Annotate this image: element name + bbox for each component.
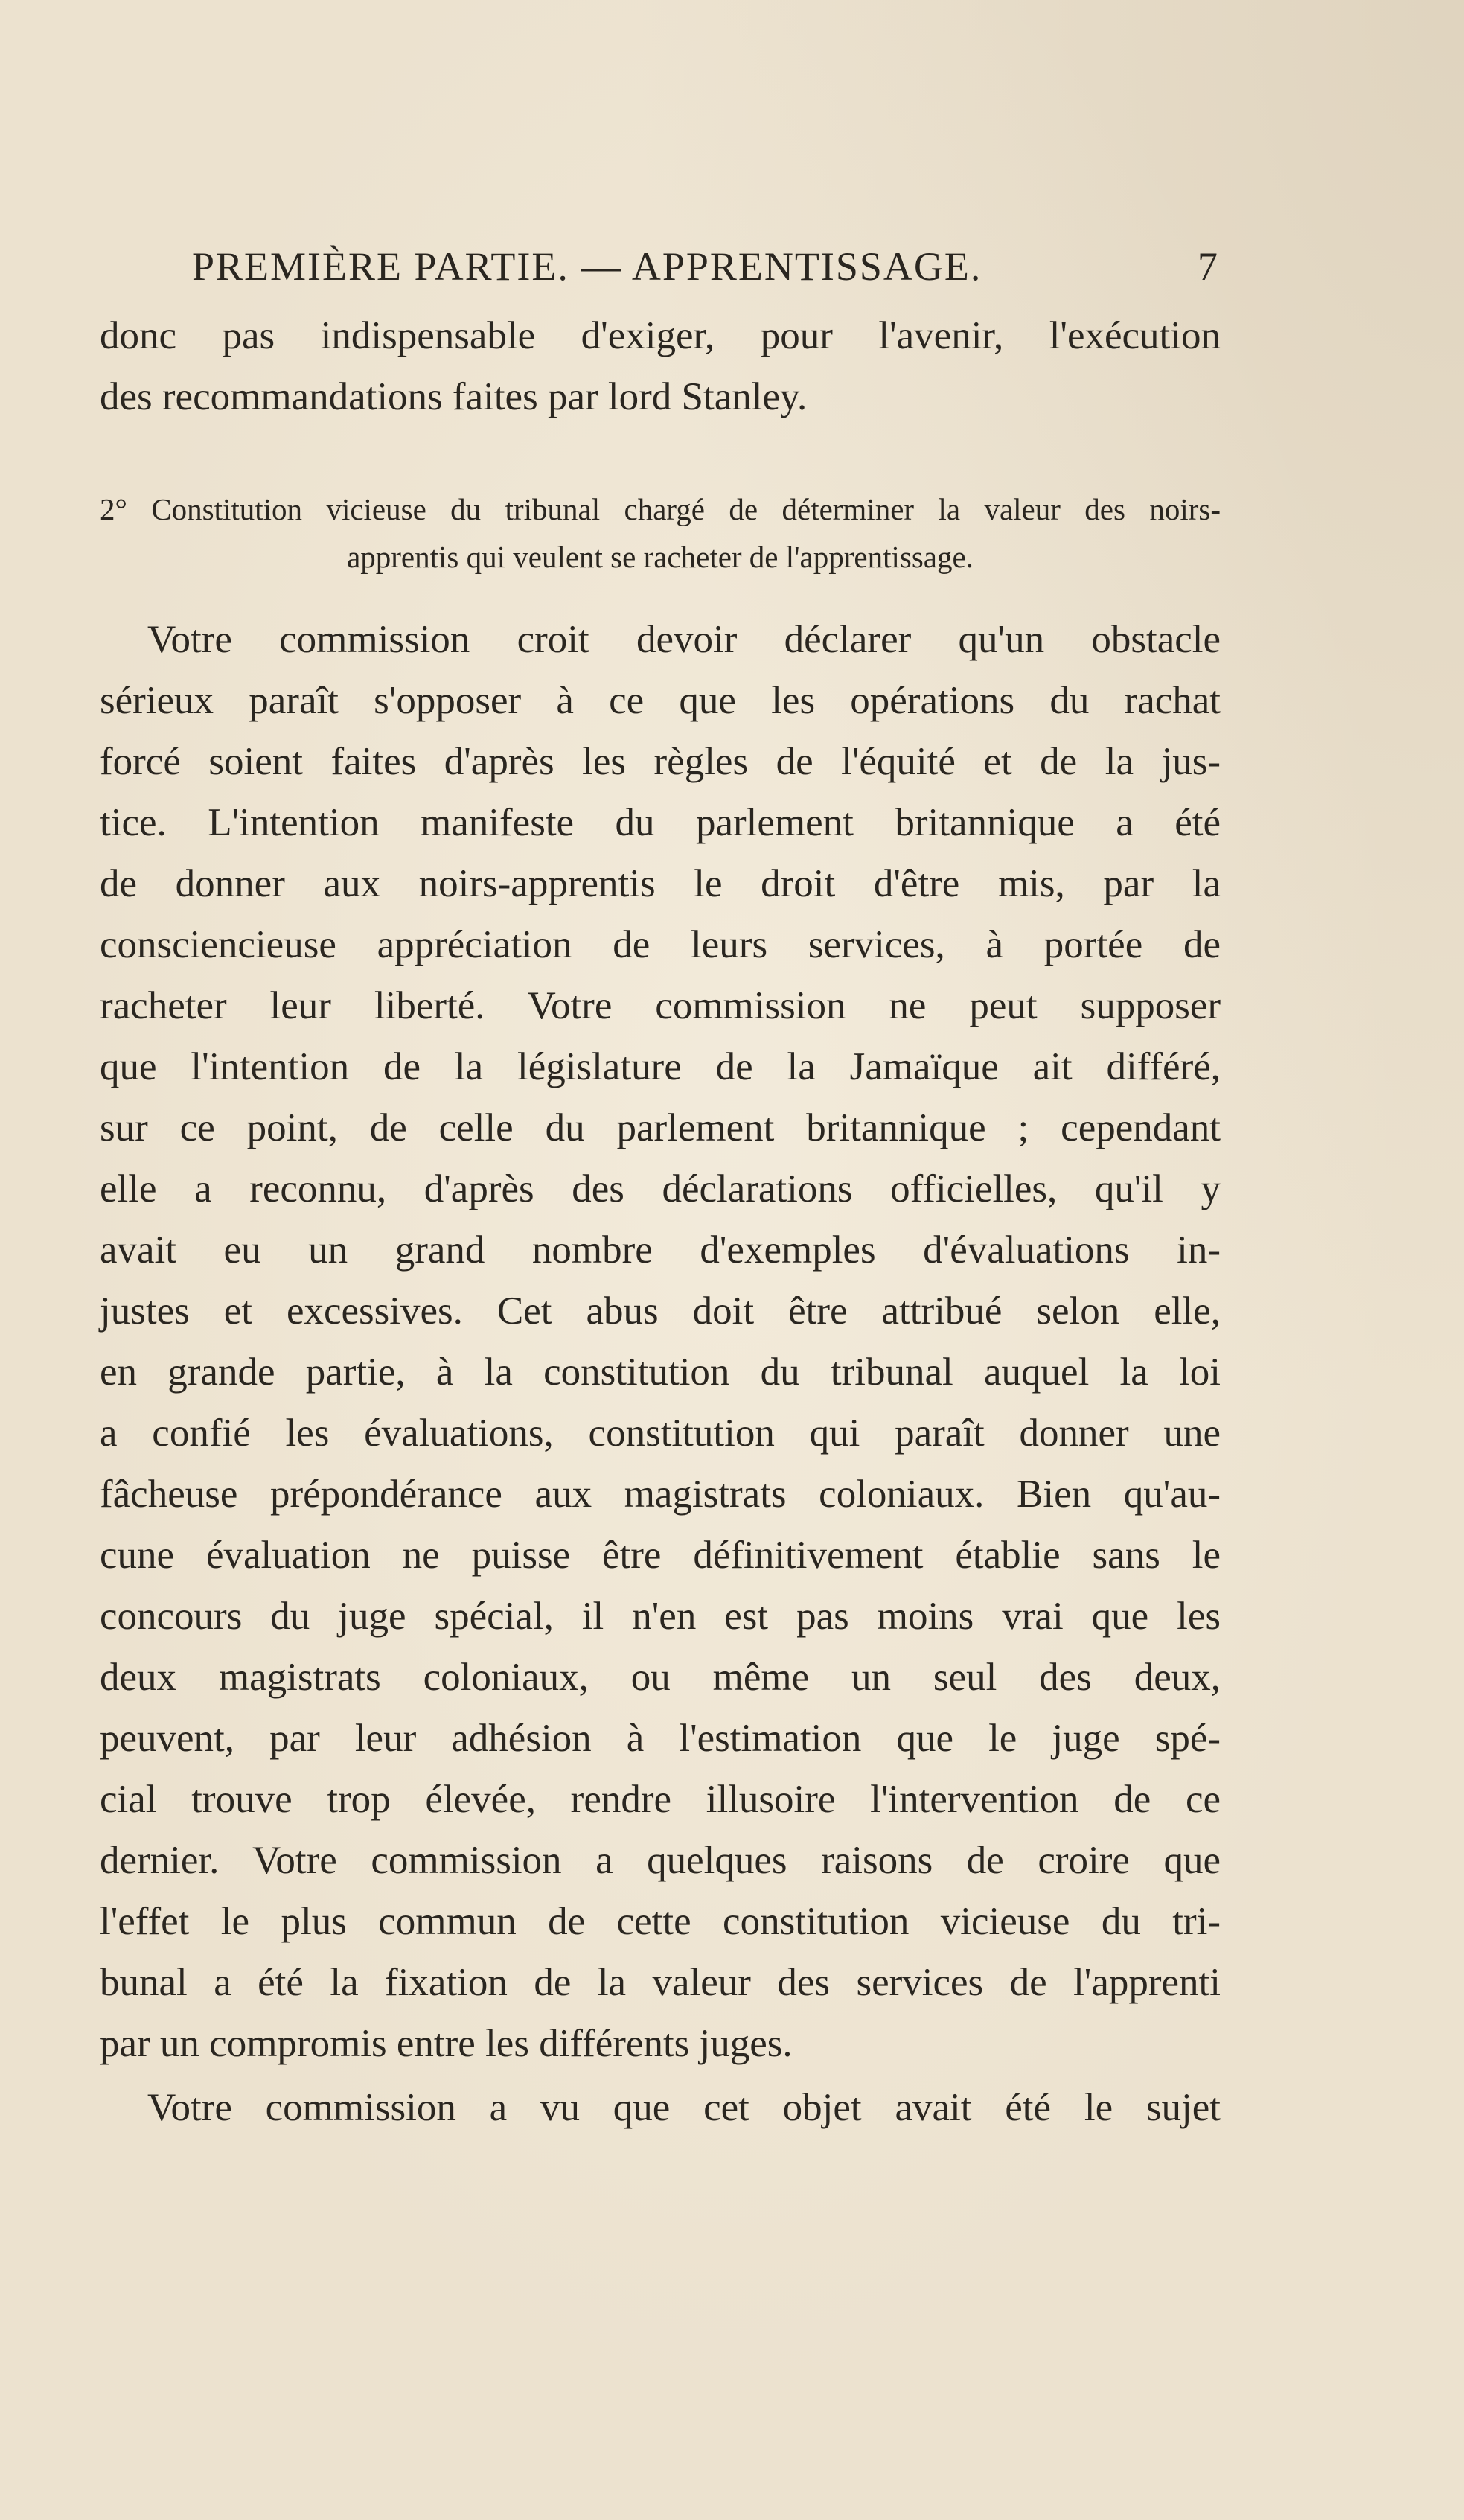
text-line: fâcheuse prépondérance aux magistrats coloniaux. Bien qu'au-	[100, 1473, 1221, 1516]
text-line: cune évaluation ne puisse être définitivement établie sans le	[100, 1534, 1221, 1577]
paragraph-1	[100, 609, 1221, 2074]
text-line: que l'intention de la législature de la Jamaïque ait différé,	[100, 1045, 1221, 1088]
section-heading	[100, 485, 1221, 581]
text-line: justes et excessives. Cet abus doit être attribué selon elle,	[100, 1289, 1221, 1333]
page-number: 7	[1198, 244, 1219, 289]
text-line: dernier. Votre commission a quelques raisons de croire que	[100, 1839, 1221, 1882]
text-line: donc pas indispensable d'exiger, pour l'avenir, l'exécution	[100, 314, 1221, 357]
text-line: racheter leur liberté. Votre commission ne peut supposer	[100, 984, 1221, 1027]
section-heading-line: apprentis qui veulent se racheter de l'apprentissage.	[347, 540, 974, 574]
text-line: l'effet le plus commun de cette constitution vicieuse du tri-	[100, 1900, 1221, 1943]
running-title: PREMIÈRE PARTIE. — APPRENTISSAGE.	[192, 244, 982, 289]
text-line: cial trouve trop élevée, rendre illusoire l'intervention de ce	[100, 1778, 1221, 1821]
text-line: bunal a été la fixation de la valeur des services de l'apprenti	[100, 1961, 1221, 2004]
text-line: concours du juge spécial, il n'en est pas moins vrai que les	[100, 1595, 1221, 1638]
text-line: peuvent, par leur adhésion à l'estimation que le juge spé-	[100, 1717, 1221, 1760]
text-line: consciencieuse appréciation de leurs services, à portée de	[100, 923, 1221, 966]
text-line: par un compromis entre les différents juges.	[100, 2022, 793, 2065]
text-line: elle a reconnu, d'après des déclarations officielles, qu'il y	[100, 1167, 1221, 1210]
text-line: deux magistrats coloniaux, ou même un seul des deux,	[100, 1656, 1221, 1699]
running-head	[192, 237, 1219, 296]
section-heading-line: 2° Constitution vicieuse du tribunal chargé de déterminer la valeur des noirs-	[100, 492, 1221, 526]
text-line: tice. L'intention manifeste du parlement britannique a été	[100, 801, 1221, 844]
text-line: sur ce point, de celle du parlement britannique ; cependant	[100, 1106, 1221, 1149]
text-line: en grande partie, à la constitution du tribunal auquel la loi	[100, 1350, 1221, 1394]
text-line: Votre commission croit devoir déclarer qu'un obstacle	[147, 618, 1221, 661]
text-line: de donner aux noirs-apprentis le droit d'être mis, par la	[100, 862, 1221, 905]
text-line: Votre commission a vu que cet objet avait été le sujet	[147, 2086, 1221, 2129]
text-line: forcé soient faites d'après les règles de l'équité et de la jus-	[100, 740, 1221, 783]
paragraph-2	[100, 2077, 1221, 2138]
opening-text	[100, 305, 1221, 427]
text-line: sérieux paraît s'opposer à ce que les opérations du rachat	[100, 679, 1221, 722]
text-line: a confié les évaluations, constitution qui paraît donner une	[100, 1411, 1221, 1455]
text-line: avait eu un grand nombre d'exemples d'évaluations in-	[100, 1228, 1221, 1272]
text-line: des recommandations faites par lord Stanley.	[100, 375, 808, 418]
